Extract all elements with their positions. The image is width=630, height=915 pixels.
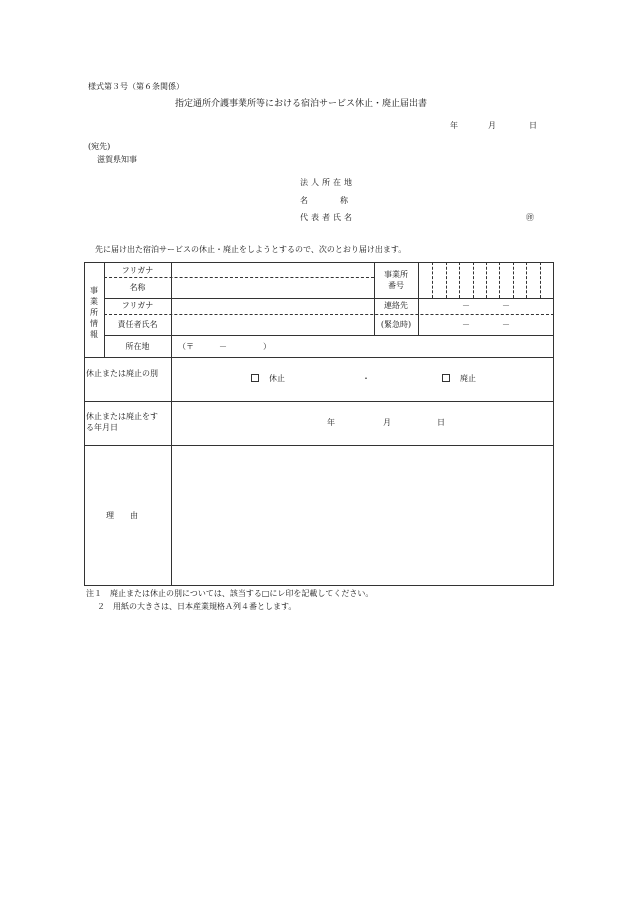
abolish-checkbox[interactable] xyxy=(442,374,450,382)
table-date-day: 日 xyxy=(437,418,445,427)
location-label: 所在地 xyxy=(125,342,150,351)
section-label-office-info: 事 業 所 情 報 xyxy=(90,286,98,339)
contact-dash-1: － xyxy=(462,301,470,310)
emergency-label: (緊急時) xyxy=(380,320,412,329)
postal-close: ） xyxy=(263,342,271,351)
office-number-label-2: 番号 xyxy=(388,281,404,290)
table-date-month: 月 xyxy=(383,418,391,427)
office-number-label-1: 事業所 xyxy=(384,270,408,279)
corporate-name-label: 名 称 xyxy=(300,196,348,205)
addressee-label: (宛先) xyxy=(88,142,111,151)
intro-text: 先に届け出た宿泊サービスの休止・廃止をしようとするので、次のとおり届け出ます。 xyxy=(95,245,407,254)
contact-label: 連絡先 xyxy=(384,301,408,310)
suspend-checkbox[interactable] xyxy=(251,374,259,382)
addressee-name: 滋賀県知事 xyxy=(97,155,137,164)
seal-mark: ㊞ xyxy=(526,213,534,222)
date-month-label: 月 xyxy=(488,121,496,130)
option-suspend[interactable] xyxy=(251,374,285,384)
abolish-label: 廃止 xyxy=(460,374,476,383)
option-separator: ・ xyxy=(362,374,370,383)
suspend-label: 休止 xyxy=(269,374,285,383)
postal-open: （〒 xyxy=(178,342,194,351)
date-day-label: 日 xyxy=(529,121,537,130)
table-date-year: 年 xyxy=(327,418,335,427)
form-number: 様式第３号（第６条関係） xyxy=(88,82,184,91)
date-label-1: 休止または廃止をす xyxy=(86,412,158,421)
type-label: 休止または廃止の別 xyxy=(86,369,158,378)
note-2: ２ 用紙の大きさは、日本産業規格Ａ列４番とします。 xyxy=(97,602,297,611)
emergency-dash-1: － xyxy=(462,320,470,329)
representative-label: 代表者氏名 xyxy=(300,213,355,222)
reason-label: 理 由 xyxy=(106,511,138,520)
emergency-dash-2: － xyxy=(502,320,510,329)
furigana-label-1: フリガナ xyxy=(121,266,154,275)
contact-dash-2: － xyxy=(502,301,510,310)
corporate-address-label: 法人所在地 xyxy=(300,178,355,187)
postal-dash: － xyxy=(219,342,227,351)
date-label-2: る年月日 xyxy=(86,423,118,432)
note-1: 注１ 廃止または休止の別については、該当する□にレ印を記載してください。 xyxy=(86,589,374,598)
manager-label: 責任者氏名 xyxy=(117,320,158,329)
name-label: 名称 xyxy=(129,283,146,292)
furigana-label-2: フリガナ xyxy=(121,301,154,310)
date-year-label: 年 xyxy=(450,121,458,130)
option-abolish[interactable] xyxy=(442,374,476,384)
page-title: 指定通所介護事業所等における宿泊サービス休止・廃止届出書 xyxy=(175,99,428,109)
